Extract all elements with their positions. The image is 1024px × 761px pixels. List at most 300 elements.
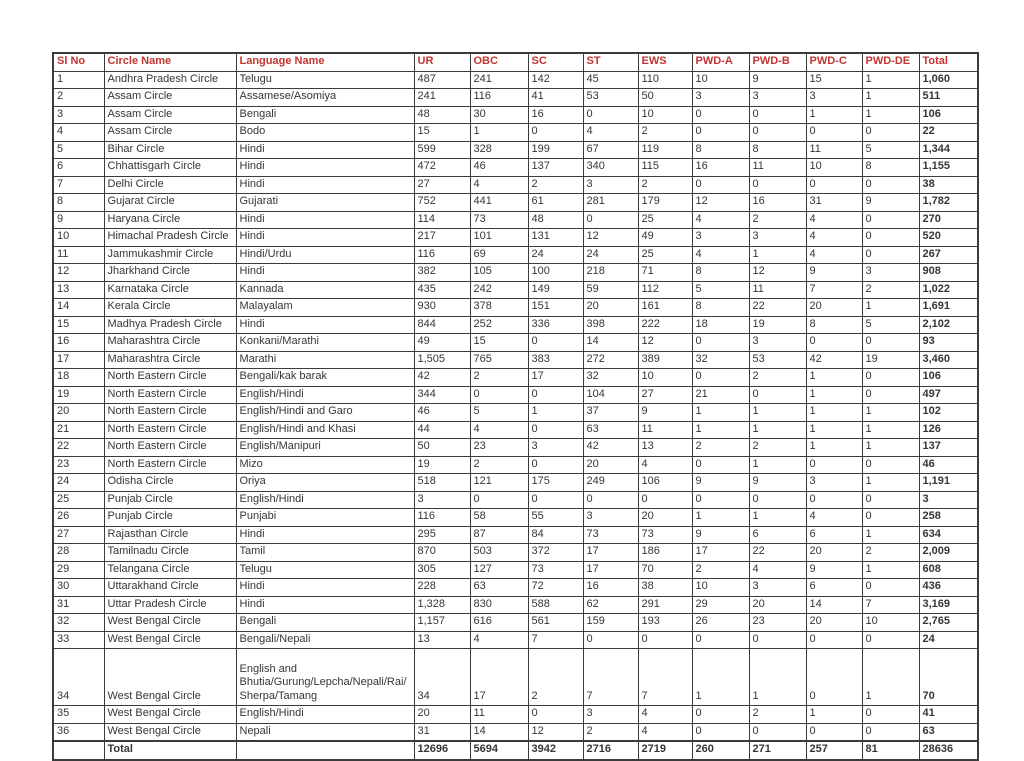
table-row-14	[53, 299, 978, 317]
cell-total: 511	[919, 89, 978, 107]
cell-ews: 50	[638, 89, 692, 107]
table-row-11	[53, 246, 978, 264]
cell-pwd-b: 9	[749, 71, 806, 89]
cell-sl-no: 13	[53, 281, 104, 299]
cell-pwd-c: 10	[806, 159, 862, 177]
cell-st: 281	[583, 194, 638, 212]
cell-pwd-c: 9	[806, 561, 862, 579]
cell-ews: 161	[638, 299, 692, 317]
cell-pwd-a: 0	[692, 491, 749, 509]
column-header-circle-name: Circle Name	[104, 53, 236, 71]
cell-pwd-b: 3	[749, 579, 806, 597]
cell-ur: 305	[414, 561, 470, 579]
cell-total: 137	[919, 439, 978, 457]
cell-pwd-b: 4	[749, 561, 806, 579]
cell-pwd-de: 1	[862, 299, 919, 317]
table-row-8	[53, 194, 978, 212]
cell-ews: 13	[638, 439, 692, 457]
table-row-10	[53, 229, 978, 247]
cell-pwd-b: 3	[749, 89, 806, 107]
cell-pwd-de: 8	[862, 159, 919, 177]
table-row-3	[53, 106, 978, 124]
cell-sl-no: 20	[53, 404, 104, 422]
cell-pwd-c: 20	[806, 614, 862, 632]
cell-ews: 2719	[638, 741, 692, 760]
cell-language-name: English/Hindi and Khasi	[236, 421, 414, 439]
cell-ews: 11	[638, 421, 692, 439]
cell-pwd-b: 16	[749, 194, 806, 212]
cell-pwd-c: 31	[806, 194, 862, 212]
cell-pwd-a: 8	[692, 141, 749, 159]
cell-st: 272	[583, 351, 638, 369]
cell-circle-name: Madhya Pradesh Circle	[104, 316, 236, 334]
cell-sc: 24	[528, 246, 583, 264]
cell-total: 2,102	[919, 316, 978, 334]
cell-ews: 115	[638, 159, 692, 177]
cell-obc: 328	[470, 141, 528, 159]
cell-ur: 34	[414, 649, 470, 706]
cell-circle-name: Himachal Pradesh Circle	[104, 229, 236, 247]
cell-language-name: Hindi	[236, 176, 414, 194]
table-row-22	[53, 439, 978, 457]
cell-language-name: Hindi/Urdu	[236, 246, 414, 264]
cell-obc: 4	[470, 421, 528, 439]
cell-sl-no: 31	[53, 596, 104, 614]
cell-sc: 84	[528, 526, 583, 544]
cell-pwd-de: 0	[862, 456, 919, 474]
cell-total: 1,691	[919, 299, 978, 317]
cell-st: 14	[583, 334, 638, 352]
cell-pwd-b: 11	[749, 159, 806, 177]
cell-pwd-de: 1	[862, 439, 919, 457]
cell-pwd-c: 3	[806, 474, 862, 492]
cell-ur: 1,157	[414, 614, 470, 632]
cell-circle-name: Telangana Circle	[104, 561, 236, 579]
cell-circle-name: North Eastern Circle	[104, 404, 236, 422]
cell-language-name: Marathi	[236, 351, 414, 369]
column-header-pwd-a: PWD-A	[692, 53, 749, 71]
cell-total: 70	[919, 649, 978, 706]
cell-obc: 14	[470, 723, 528, 741]
cell-st: 7	[583, 649, 638, 706]
cell-total: 3	[919, 491, 978, 509]
cell-pwd-c: 4	[806, 509, 862, 527]
cell-pwd-a: 10	[692, 579, 749, 597]
cell-pwd-a: 3	[692, 229, 749, 247]
cell-pwd-a: 4	[692, 246, 749, 264]
cell-sl-no: 17	[53, 351, 104, 369]
cell-st: 17	[583, 561, 638, 579]
cell-language-name: Hindi	[236, 229, 414, 247]
cell-obc: 765	[470, 351, 528, 369]
cell-pwd-c: 3	[806, 89, 862, 107]
cell-pwd-de: 5	[862, 141, 919, 159]
cell-obc: 4	[470, 631, 528, 649]
cell-sc: 0	[528, 491, 583, 509]
cell-pwd-de: 0	[862, 491, 919, 509]
cell-language-name: Hindi	[236, 579, 414, 597]
cell-ur: 435	[414, 281, 470, 299]
cell-ews: 291	[638, 596, 692, 614]
cell-circle-name: Maharashtra Circle	[104, 334, 236, 352]
cell-ur: 20	[414, 706, 470, 724]
cell-pwd-de: 0	[862, 706, 919, 724]
cell-pwd-a: 17	[692, 544, 749, 562]
cell-pwd-b: 1	[749, 404, 806, 422]
cell-ur: 114	[414, 211, 470, 229]
cell-sl-no: 29	[53, 561, 104, 579]
table-row-26	[53, 509, 978, 527]
cell-ur: 50	[414, 439, 470, 457]
cell-obc: 17	[470, 649, 528, 706]
cell-ur: 870	[414, 544, 470, 562]
cell-pwd-de: 0	[862, 723, 919, 741]
cell-pwd-a: 5	[692, 281, 749, 299]
cell-circle-name: Assam Circle	[104, 89, 236, 107]
cell-obc: 46	[470, 159, 528, 177]
cell-total: 93	[919, 334, 978, 352]
table-row-34	[53, 649, 978, 706]
cell-pwd-b: 23	[749, 614, 806, 632]
cell-obc: 378	[470, 299, 528, 317]
cell-circle-name: North Eastern Circle	[104, 421, 236, 439]
cell-pwd-a: 1	[692, 404, 749, 422]
cell-pwd-c: 15	[806, 71, 862, 89]
cell-circle-name: Chhattisgarh Circle	[104, 159, 236, 177]
total-row	[53, 741, 978, 760]
cell-ur: 752	[414, 194, 470, 212]
cell-sc: 41	[528, 89, 583, 107]
cell-pwd-c: 20	[806, 544, 862, 562]
cell-pwd-b: 0	[749, 491, 806, 509]
cell-pwd-c: 0	[806, 124, 862, 142]
cell-obc: 63	[470, 579, 528, 597]
cell-language-name: Telugu	[236, 71, 414, 89]
cell-sc: 0	[528, 421, 583, 439]
cell-sl-no: 1	[53, 71, 104, 89]
cell-ews: 110	[638, 71, 692, 89]
cell-pwd-de: 0	[862, 631, 919, 649]
cell-sc: 0	[528, 706, 583, 724]
cell-pwd-c: 6	[806, 526, 862, 544]
cell-st: 218	[583, 264, 638, 282]
cell-sc: 55	[528, 509, 583, 527]
cell-circle-name: North Eastern Circle	[104, 369, 236, 387]
cell-pwd-de: 0	[862, 211, 919, 229]
cell-pwd-a: 26	[692, 614, 749, 632]
table-row-28	[53, 544, 978, 562]
cell-ews: 222	[638, 316, 692, 334]
cell-obc: 116	[470, 89, 528, 107]
cell-pwd-c: 9	[806, 264, 862, 282]
cell-pwd-b: 22	[749, 544, 806, 562]
cell-pwd-a: 12	[692, 194, 749, 212]
table-row-12	[53, 264, 978, 282]
table-row-18	[53, 369, 978, 387]
cell-obc: 830	[470, 596, 528, 614]
cell-obc: 252	[470, 316, 528, 334]
cell-sl-no: 5	[53, 141, 104, 159]
cell-ur: 44	[414, 421, 470, 439]
cell-pwd-de: 2	[862, 544, 919, 562]
cell-pwd-c: 1	[806, 706, 862, 724]
cell-st: 20	[583, 299, 638, 317]
cell-circle-name: Jammukashmir Circle	[104, 246, 236, 264]
cell-ur: 13	[414, 631, 470, 649]
cell-pwd-c: 11	[806, 141, 862, 159]
cell-pwd-a: 9	[692, 526, 749, 544]
cell-pwd-c: 1	[806, 369, 862, 387]
cell-circle-name: Kerala Circle	[104, 299, 236, 317]
cell-total: 63	[919, 723, 978, 741]
cell-ews: 49	[638, 229, 692, 247]
cell-obc: 11	[470, 706, 528, 724]
table-row-16	[53, 334, 978, 352]
cell-total: 1,022	[919, 281, 978, 299]
cell-ur: 12696	[414, 741, 470, 760]
cell-sc: 149	[528, 281, 583, 299]
cell-obc: 441	[470, 194, 528, 212]
cell-pwd-de: 0	[862, 334, 919, 352]
cell-pwd-a: 21	[692, 386, 749, 404]
cell-sc: 3	[528, 439, 583, 457]
cell-sl-no: 19	[53, 386, 104, 404]
cell-st: 340	[583, 159, 638, 177]
cell-language-name: Assamese/Asomiya	[236, 89, 414, 107]
cell-st: 16	[583, 579, 638, 597]
cell-ews: 7	[638, 649, 692, 706]
cell-language-name: English/Hindi	[236, 491, 414, 509]
cell-obc: 73	[470, 211, 528, 229]
cell-ews: 27	[638, 386, 692, 404]
cell-circle-name: Total	[104, 741, 236, 760]
column-header-pwd-b: PWD-B	[749, 53, 806, 71]
cell-ur: 116	[414, 246, 470, 264]
cell-sc: 131	[528, 229, 583, 247]
cell-pwd-c: 1	[806, 386, 862, 404]
cell-sc: 175	[528, 474, 583, 492]
cell-st: 17	[583, 544, 638, 562]
cell-circle-name: West Bengal Circle	[104, 614, 236, 632]
cell-st: 3	[583, 706, 638, 724]
cell-pwd-b: 0	[749, 631, 806, 649]
cell-language-name: Konkani/Marathi	[236, 334, 414, 352]
cell-circle-name: Assam Circle	[104, 124, 236, 142]
cell-sl-no: 3	[53, 106, 104, 124]
cell-sc: 12	[528, 723, 583, 741]
cell-total: 106	[919, 106, 978, 124]
cell-sl-no: 2	[53, 89, 104, 107]
cell-language-name: English and Bhutia/Gurung/Lepcha/Nepali/Rai/Sherpa/Tamang	[236, 649, 414, 706]
cell-circle-name: Bihar Circle	[104, 141, 236, 159]
cell-total: 3,169	[919, 596, 978, 614]
cell-pwd-a: 29	[692, 596, 749, 614]
cell-pwd-de: 3	[862, 264, 919, 282]
cell-sl-no: 27	[53, 526, 104, 544]
cell-pwd-a: 3	[692, 89, 749, 107]
cell-ews: 4	[638, 706, 692, 724]
cell-total: 126	[919, 421, 978, 439]
cell-pwd-b: 1	[749, 421, 806, 439]
cell-ews: 4	[638, 723, 692, 741]
cell-sl-no: 8	[53, 194, 104, 212]
column-header-sc: SC	[528, 53, 583, 71]
cell-pwd-a: 4	[692, 211, 749, 229]
cell-pwd-b: 0	[749, 386, 806, 404]
cell-pwd-c: 1	[806, 421, 862, 439]
cell-sl-no: 12	[53, 264, 104, 282]
cell-sl-no: 10	[53, 229, 104, 247]
cell-pwd-de: 1	[862, 526, 919, 544]
cell-pwd-a: 1	[692, 421, 749, 439]
cell-language-name: English/Hindi	[236, 706, 414, 724]
cell-pwd-b: 3	[749, 229, 806, 247]
cell-pwd-a: 0	[692, 456, 749, 474]
cell-language-name: English/Hindi	[236, 386, 414, 404]
cell-pwd-de: 0	[862, 176, 919, 194]
cell-pwd-de: 2	[862, 281, 919, 299]
cell-sc: 48	[528, 211, 583, 229]
cell-pwd-b: 1	[749, 649, 806, 706]
cell-pwd-b: 8	[749, 141, 806, 159]
cell-ur: 599	[414, 141, 470, 159]
cell-obc: 5	[470, 404, 528, 422]
cell-ur: 472	[414, 159, 470, 177]
cell-obc: 2	[470, 369, 528, 387]
table-row-1	[53, 71, 978, 89]
cell-pwd-b: 9	[749, 474, 806, 492]
cell-sl-no: 18	[53, 369, 104, 387]
cell-sc: 336	[528, 316, 583, 334]
cell-pwd-a: 9	[692, 474, 749, 492]
cell-pwd-b: 22	[749, 299, 806, 317]
cell-total: 258	[919, 509, 978, 527]
cell-sl-no: 11	[53, 246, 104, 264]
cell-sl-no: 25	[53, 491, 104, 509]
cell-pwd-a: 10	[692, 71, 749, 89]
cell-language-name: English/Manipuri	[236, 439, 414, 457]
cell-st: 42	[583, 439, 638, 457]
cell-st: 3	[583, 176, 638, 194]
cell-st: 67	[583, 141, 638, 159]
cell-pwd-de: 1	[862, 89, 919, 107]
column-header-pwd-c: PWD-C	[806, 53, 862, 71]
cell-sc: 142	[528, 71, 583, 89]
cell-pwd-de: 5	[862, 316, 919, 334]
cell-pwd-a: 0	[692, 723, 749, 741]
table-row-29	[53, 561, 978, 579]
cell-total: 2,009	[919, 544, 978, 562]
cell-sc: 16	[528, 106, 583, 124]
cell-pwd-de: 7	[862, 596, 919, 614]
cell-st: 45	[583, 71, 638, 89]
cell-ews: 0	[638, 631, 692, 649]
column-header-pwd-de: PWD-DE	[862, 53, 919, 71]
cell-sc: 372	[528, 544, 583, 562]
cell-pwd-b: 2	[749, 439, 806, 457]
table-body	[53, 71, 978, 760]
cell-language-name: Hindi	[236, 526, 414, 544]
cell-obc: 616	[470, 614, 528, 632]
cell-sc: 1	[528, 404, 583, 422]
cell-ur: 518	[414, 474, 470, 492]
cell-pwd-de: 1	[862, 106, 919, 124]
column-header-st: ST	[583, 53, 638, 71]
cell-sc: 61	[528, 194, 583, 212]
cell-total: 1,782	[919, 194, 978, 212]
table-row-21	[53, 421, 978, 439]
cell-pwd-a: 1	[692, 509, 749, 527]
cell-pwd-c: 1	[806, 106, 862, 124]
column-header-total: Total	[919, 53, 978, 71]
cell-sl-no: 21	[53, 421, 104, 439]
cell-ur: 49	[414, 334, 470, 352]
cell-st: 32	[583, 369, 638, 387]
cell-language-name: Punjabi	[236, 509, 414, 527]
cell-pwd-a: 0	[692, 124, 749, 142]
cell-sc: 0	[528, 456, 583, 474]
cell-obc: 242	[470, 281, 528, 299]
cell-ur: 217	[414, 229, 470, 247]
cell-circle-name: Tamilnadu Circle	[104, 544, 236, 562]
cell-obc: 101	[470, 229, 528, 247]
cell-obc: 2	[470, 456, 528, 474]
table-row-30	[53, 579, 978, 597]
cell-pwd-de: 81	[862, 741, 919, 760]
table-row-23	[53, 456, 978, 474]
cell-pwd-a: 2	[692, 561, 749, 579]
cell-st: 73	[583, 526, 638, 544]
cell-total: 270	[919, 211, 978, 229]
cell-st: 0	[583, 491, 638, 509]
cell-sl-no	[53, 741, 104, 760]
cell-obc: 30	[470, 106, 528, 124]
cell-circle-name: North Eastern Circle	[104, 456, 236, 474]
cell-sc: 0	[528, 124, 583, 142]
cell-pwd-b: 2	[749, 369, 806, 387]
cell-total: 3,460	[919, 351, 978, 369]
cell-ews: 193	[638, 614, 692, 632]
cell-sl-no: 28	[53, 544, 104, 562]
cell-obc: 58	[470, 509, 528, 527]
cell-pwd-c: 0	[806, 334, 862, 352]
cell-circle-name: Odisha Circle	[104, 474, 236, 492]
cell-total: 102	[919, 404, 978, 422]
cell-ur: 19	[414, 456, 470, 474]
cell-ur: 228	[414, 579, 470, 597]
cell-pwd-a: 260	[692, 741, 749, 760]
cell-pwd-c: 6	[806, 579, 862, 597]
cell-pwd-de: 1	[862, 404, 919, 422]
cell-pwd-de: 0	[862, 386, 919, 404]
cell-language-name: Hindi	[236, 211, 414, 229]
cell-language-name: English/Hindi and Garo	[236, 404, 414, 422]
cell-sc: 73	[528, 561, 583, 579]
table-row-31	[53, 596, 978, 614]
cell-circle-name: West Bengal Circle	[104, 649, 236, 706]
cell-st: 24	[583, 246, 638, 264]
cell-ur: 48	[414, 106, 470, 124]
cell-pwd-b: 0	[749, 723, 806, 741]
cell-pwd-b: 0	[749, 106, 806, 124]
cell-pwd-a: 1	[692, 649, 749, 706]
cell-pwd-c: 42	[806, 351, 862, 369]
cell-pwd-b: 12	[749, 264, 806, 282]
cell-language-name: Tamil	[236, 544, 414, 562]
cell-pwd-de: 0	[862, 369, 919, 387]
table-row-6	[53, 159, 978, 177]
table-row-27	[53, 526, 978, 544]
